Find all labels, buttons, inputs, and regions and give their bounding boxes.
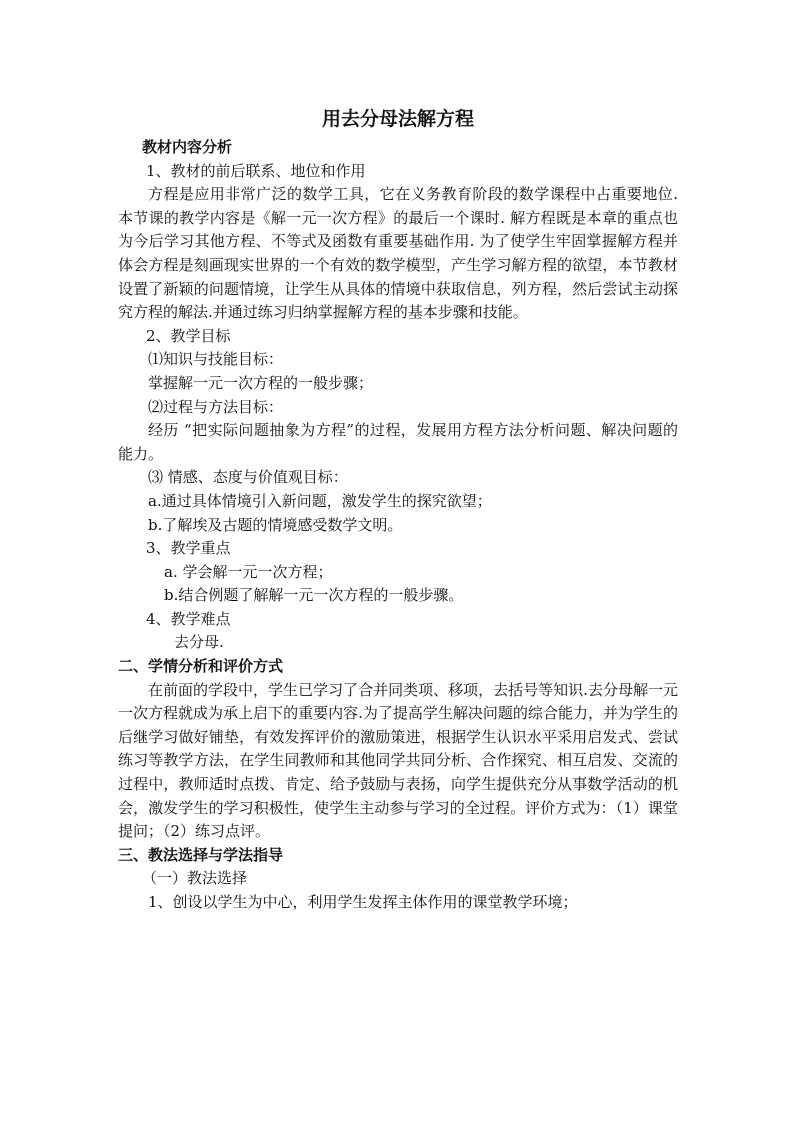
item-key-points-heading: 3、教学重点 [146, 539, 231, 558]
section-heading-textbook-analysis: 教材内容分析 [142, 138, 233, 156]
key-point-b: b.结合例题了解解一元一次方程的一般步骤。 [164, 586, 464, 605]
goal-emotion-b: b.了解埃及古题的情境感受数学文明。 [148, 515, 403, 534]
item-difficulty-heading: 4、教学难点 [146, 609, 231, 628]
item-context-heading: 1、教材的前后联系、地位和作用 [146, 161, 366, 180]
section-heading-student-analysis: 二、学情分析和评价方式 [118, 657, 284, 676]
subsection-method-selection: （一）教法选择 [142, 869, 248, 888]
document-body [118, 104, 678, 915]
goal-emotion-a: a.通过具体情境引入新问题，激发学生的探究欲望； [148, 491, 492, 510]
goal-knowledge-text: 掌握解一元一次方程的一般步骤； [148, 373, 374, 392]
item-teaching-goals-heading: 2、教学目标 [146, 326, 231, 345]
goal-process-text: 经历 “把实际问题抽象为方程”的过程，发展用方程方法分析问题、解决问题的能力。 [118, 421, 678, 463]
goal-knowledge-label: ⑴知识与技能目标： [148, 350, 284, 369]
difficulty-text: 去分母. [174, 633, 224, 652]
section-heading-teaching-method: 三、教法选择与学法指导 [118, 845, 284, 864]
document-title: 用去分母法解方程 [321, 108, 474, 130]
goal-process-label: ⑵过程与方法目标： [148, 397, 284, 416]
goal-emotion-label: ⑶ 情感、态度与价值观目标： [148, 468, 348, 487]
student-analysis-paragraph: 在前面的学段中，学生已学习了合并同类项、移项，去括号等知识.去分母解一元一次方程就成为承上启下的重要内容.为了提高学生解决问题的综合能力，并为学生的后继学习做好铺垫，有效发挥评价的激励策进，根据学生认识水平采用启发式、尝试练习等教学方法，在学生同教师和其他同学共同分析、合作探究、相互启发、交流的过程中，教师适时点拨、肯定、给予鼓励与表扬，向学生提供充分从事数学活动的机会，激发学生的学习积极性，使学生主动参与学习的全过程。评价方式为：（1）课堂提问；（2）练习点评。 [118, 680, 678, 841]
textbook-context-paragraph: 方程是应用非常广泛的数学工具，它在义务教育阶段的数学课程中占重要地位. 本节课的教学内容是《解一元一次方程》的最后一个课时. 解方程既是本章的重点也为今后学习其他方程、不等式及函数有重要基础作用. 为了使学生牢固掌握解方程并体会方程是刻画现实世界的一个有效的数学模型，产生学习解方程的欲望，本节教材设置了新颖的问题情境，让学生从具体的情境中获取信息，列方程，然后尝试主动探究方程的解法.并通过练习归纳掌握解方程的基本步骤和技能。 [118, 185, 678, 322]
key-point-a: a. 学会解一元一次方程； [164, 562, 333, 581]
method-item-1: 1、创设以学生为中心，利用学生发挥主体作用的课堂教学环境； [148, 893, 578, 911]
